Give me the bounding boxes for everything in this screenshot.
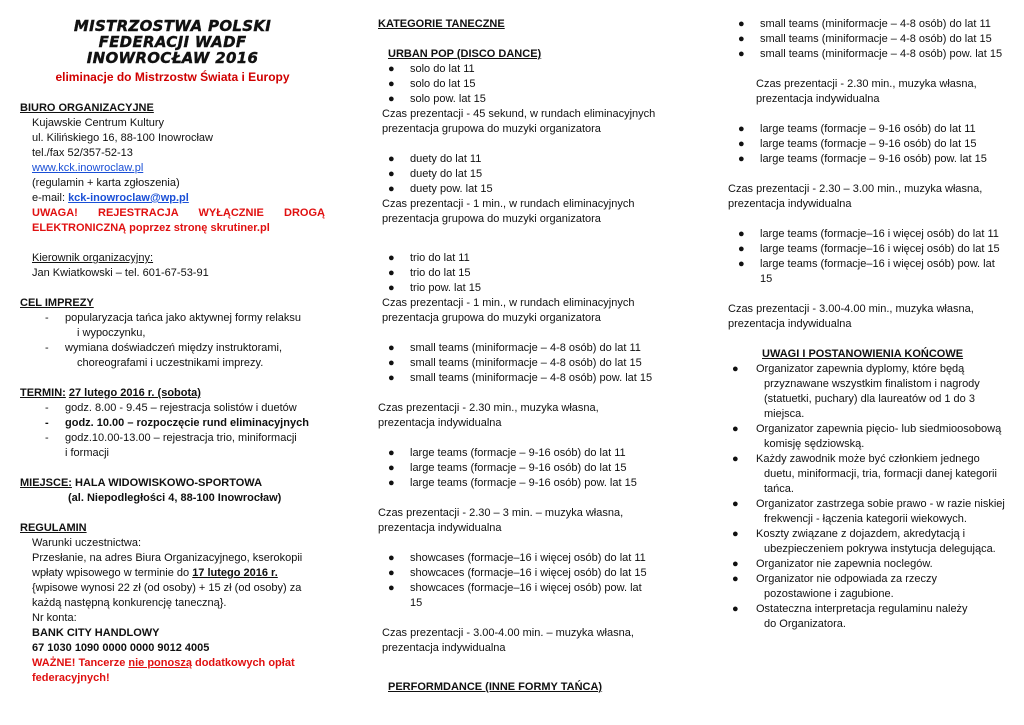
czas-text: prezentacja indywidualna [728, 318, 852, 330]
list-item: ● small teams (miniformacje – 4-8 osób) pow. lat 15 [738, 48, 1003, 60]
list-item: ● small teams (miniformacje – 4-8 osób) do lat 15 [738, 33, 992, 45]
konto-label: Nr konta: [32, 612, 77, 624]
list-item: - godz. 8.00 - 9.45 – rejestracja solistów i duetów [45, 402, 297, 414]
list-item: ● Ostateczna interpretacja regulaminu należy do Organizatora. [732, 603, 968, 630]
czas-text: prezentacja indywidualna [378, 522, 502, 534]
wazne-text: federacyjnych! [32, 672, 110, 684]
czas-text: prezentacja grupowa do muzyki organizatora [382, 213, 601, 225]
wazne-underlined: nie ponoszą [128, 657, 192, 669]
list-item: - popularyzacja tańca jako aktywnej formy relaksu i wypoczynku, [45, 312, 302, 339]
list-item: ● large teams (formacje – 9-16 osób) pow. lat 15 [388, 477, 637, 489]
list-item: ● trio do lat 11 [388, 252, 470, 264]
website-link[interactable]: www.kck.inowroclaw.pl [32, 162, 144, 174]
list-item: ● Organizator nie odpowiada za rzeczy pozostawione i zagubione. [732, 573, 937, 600]
list-item: ● solo pow. lat 15 [388, 93, 486, 105]
title-line-3: INOWROCŁAW 2016 [86, 49, 259, 67]
list-item: ● Koszty związane z dojazdem, akredytacją i ubezpieczeniem pokrywa instytucja delegująca. [732, 528, 996, 555]
termin-label: TERMIN: [20, 387, 66, 399]
czas-text: Czas prezentacji - 2.30 – 3.00 min., muzyka własna, [728, 183, 983, 195]
list-item: ● Organizator nie zapewnia noclegów. [732, 558, 933, 570]
list-item: ● Organizator zastrzega sobie prawo - w razie niskiej frekwencji - łączenia kategorii wiekowych. [732, 498, 1005, 525]
termin-value: 27 lutego 2016 r. (sobota) [68, 387, 201, 399]
list-item: ● showcases (formacje–16 i więcej osób) do lat 11 [388, 552, 646, 564]
list-item: - godz.10.00-13.00 – rejestracja trio, miniformacji i formacji [45, 432, 297, 459]
czas-text: Czas prezentacji - 2.30 min., muzyka własna, [378, 402, 599, 414]
biuro-note: (regulamin + karta zgłoszenia) [32, 177, 180, 189]
list-item: ● Organizator zapewnia dyplomy, które będą przyznawane wszystkim finalistom i nagrody (statuetki, puchary) dla laureatów od 1 do 3 miejsca. [732, 363, 980, 420]
list-item: ● small teams (miniformacje – 4-8 osób) pow. lat 15 [388, 372, 653, 384]
list-item: ● large teams (formacje – 9-16 osób) do lat 11 [388, 447, 626, 459]
urban-heading: URBAN POP (DISCO DANCE) [388, 48, 542, 60]
regulamin-heading: REGULAMIN [20, 522, 87, 534]
czas-text: Czas prezentacji - 1 min., w rundach eliminacyjnych [382, 297, 635, 309]
wazne-text: dodatkowych opłat [191, 657, 295, 669]
list-item: ● showcaces (formacje–16 i więcej osób) pow. lat 15 [388, 582, 642, 609]
list-item: ● large teams (formacje – 9-16 osób) do lat 15 [388, 462, 627, 474]
list-item: ● large teams (formacje–16 i więcej osób) pow. lat 15 [738, 258, 995, 285]
cel-heading: CEL IMPREZY [20, 297, 94, 309]
czas-text: Czas prezentacji - 3.00-4.00 min. – muzyka własna, [382, 627, 634, 639]
czas-text: prezentacja indywidualna [728, 198, 852, 210]
czas-text: Czas prezentacji - 2.30 – 3 min. – muzyka własna, [378, 507, 624, 519]
czas-text: Czas prezentacji - 45 sekund, w rundach eliminacyjnych [382, 108, 656, 120]
column-middle [378, 0, 688, 725]
list-item: ● solo do lat 15 [388, 78, 476, 90]
deadline-date: 17 lutego 2016 r. [192, 567, 278, 579]
list-item: ● trio pow. lat 15 [388, 282, 481, 294]
regulamin-line: wpłaty wpisowego w terminie do [32, 567, 193, 579]
regulamin-line: każdą następną konkurencję taneczną}. [32, 597, 227, 609]
column-right [728, 0, 1008, 725]
kierownik-label: Kierownik organizacyjny: [32, 252, 154, 264]
czas-text: prezentacja grupowa do muzyki organizatora [382, 123, 601, 135]
czas-text: prezentacja indywidualna [382, 642, 506, 654]
biuro-line: Kujawskie Centrum Kultury [32, 117, 165, 129]
list-item: ● showcaces (formacje–16 i więcej osób) do lat 15 [388, 567, 647, 579]
list-item: ● duety pow. lat 15 [388, 183, 493, 195]
bank-account: 67 1030 1090 0000 0000 9012 4005 [32, 642, 210, 654]
czas-text: prezentacja indywidualna [756, 93, 880, 105]
email-label: e-mail: [32, 192, 69, 204]
list-item: ● duety do lat 15 [388, 168, 483, 180]
miejsce-address: (al. Niepodległości 4, 88-100 Inowrocław) [68, 492, 282, 504]
title-line-1: MISTRZOSTWA POLSKI [73, 17, 272, 35]
biuro-heading: BIURO ORGANIZACYJNE [20, 102, 154, 114]
regulamin-line: Warunki uczestnictwa: [32, 537, 142, 549]
list-item: ● large teams (formacje – 9-16 osób) do lat 15 [738, 138, 977, 150]
list-item: ● large teams (formacje – 9-16 osób) do lat 11 [738, 123, 976, 135]
bank-name: BANK CITY HANDLOWY [32, 627, 160, 639]
czas-text: Czas prezentacji - 2.30 min., muzyka własna, [756, 78, 977, 90]
uwagi-heading: UWAGI I POSTANOWIENIA KOŃCOWE [762, 348, 964, 360]
czas-text: prezentacja indywidualna [378, 417, 502, 429]
wazne-text: WAŻNE! Tancerze [32, 657, 129, 669]
performdance-heading: PERFORMDANCE (INNE FORMY TAŃCA) [388, 681, 603, 693]
list-item: ● large teams (formacje–16 i więcej osób) do lat 15 [738, 243, 1000, 255]
czas-text: Czas prezentacji - 1 min., w rundach eliminacyjnych [382, 198, 635, 210]
miejsce-value: HALA WIDOWISKOWO-SPORTOWA [71, 477, 263, 489]
list-item: - wymiana doświadczeń między instruktorami, choreografami i uczestnikami imprezy. [45, 342, 283, 369]
list-item: ● duety do lat 11 [388, 153, 482, 165]
regulamin-line: {wpisowe wynosi 22 zł (od osoby) + 15 zł (od osoby) za [32, 582, 302, 594]
title-line-2: FEDERACJI WADF [98, 33, 247, 51]
kategorie-heading: KATEGORIE TANECZNE [378, 18, 505, 30]
column-left [20, 0, 325, 725]
list-item: ● solo do lat 11 [388, 63, 475, 75]
czas-text: prezentacja grupowa do muzyki organizatora [382, 312, 601, 324]
kierownik-name: Jan Kwiatkowski – tel. 601-67-53-91 [32, 267, 209, 279]
list-item: ● small teams (miniformacje – 4-8 osób) do lat 15 [388, 357, 642, 369]
miejsce-label: MIEJSCE: [20, 477, 72, 489]
email-link[interactable]: kck-inowroclaw@wp.pl [68, 192, 189, 204]
biuro-line: ul. Kilińskiego 16, 88-100 Inowrocław [32, 132, 213, 144]
list-item: ● small teams (miniformacje – 4-8 osób) do lat 11 [738, 18, 991, 30]
list-item: ● trio do lat 15 [388, 267, 471, 279]
list-item: - godz. 10.00 – rozpoczęcie rund eliminacyjnych [45, 417, 309, 429]
biuro-line: tel./fax 52/357-52-13 [32, 147, 133, 159]
regulamin-line: Przesłanie, na adres Biura Organizacyjnego, kserokopii [32, 552, 303, 564]
list-item: ● Każdy zawodnik może być członkiem jednego duetu, miniformacji, tria, formacji danej kategorii tańca. [732, 453, 997, 495]
uwaga-line-2: ELEKTRONICZNĄ poprzez stronę skrutiner.pl [32, 222, 270, 234]
uwaga-line-1: UWAGA! REJESTRACJA WYŁĄCZNIE DROGĄ [32, 207, 325, 219]
subtitle: eliminacje do Mistrzostw Świata i Europy [55, 70, 290, 84]
list-item: ● small teams (miniformacje – 4-8 osób) do lat 11 [388, 342, 641, 354]
czas-text: Czas prezentacji - 3.00-4.00 min., muzyka własna, [728, 303, 974, 315]
list-item: ● Organizator zapewnia pięcio- lub siedmioosobową komisję sędziowską. [732, 423, 1002, 450]
list-item: ● large teams (formacje – 9-16 osób) pow. lat 15 [738, 153, 987, 165]
list-item: ● large teams (formacje–16 i więcej osób) do lat 11 [738, 228, 999, 240]
